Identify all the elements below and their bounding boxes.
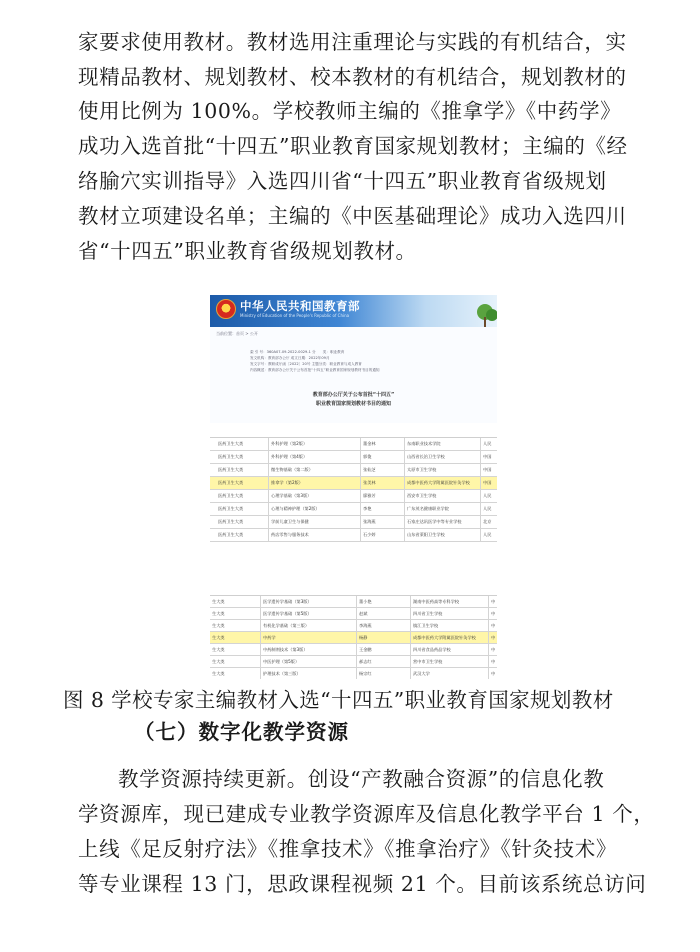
notice-title-line: 职业教育国家规划教材书目的通知 <box>315 401 391 407</box>
table-cell: 医药卫生大类 <box>218 532 244 537</box>
table-cell: 生大类 <box>212 647 225 652</box>
table-cell: 董小艳 <box>356 596 410 607</box>
table-cell: 武汉大学 <box>410 668 488 679</box>
table-cell: 外科护理（第4版） <box>268 451 360 463</box>
table-cell: 广东茂名健康职业学院 <box>404 503 480 515</box>
table-cell: 中 <box>488 656 497 667</box>
table-cell: 心理学基础（第3版） <box>268 490 360 502</box>
table-cell: 张美林 <box>360 477 404 489</box>
table-cell: 北京 <box>480 516 497 528</box>
table-row <box>210 503 497 516</box>
text-line: 现精品教材、规划教材、校本教材的有机结合，规划教材的 <box>78 65 627 89</box>
table-cell: 有机化学基础（第三版） <box>260 620 356 631</box>
breadcrumb: 当前位置：首页 > 公开 <box>216 331 258 336</box>
table-cell: 郭俊 <box>360 451 404 463</box>
table-cell: 中医护理（第5版） <box>260 656 356 667</box>
table-cell: 医药卫生大类 <box>218 441 244 446</box>
table-row <box>210 464 497 477</box>
table-cell: 山东省莱阳卫生学校 <box>404 529 480 541</box>
textbook-table-2 <box>210 595 497 679</box>
table-cell: 张仙芝 <box>360 464 404 476</box>
table-cell: 医药卫生大类 <box>218 454 244 459</box>
notice-title-line: 教育部办公厅关于公布首批“十四五” <box>312 392 395 398</box>
table-cell: 医药卫生大类 <box>218 506 244 511</box>
table-cell: 石少婷 <box>360 529 404 541</box>
table-cell: 东南职业技术学院 <box>404 438 480 450</box>
meta-row: 索 引 号：360A07-09-2022-0029-1 分 类：职业教育 <box>250 350 345 354</box>
table-row <box>210 608 497 620</box>
table-cell: 镇江卫生学校 <box>410 620 488 631</box>
table-cell: 湖南中医药高等专科学校 <box>410 596 488 607</box>
table-cell: 中国 <box>480 451 497 463</box>
table-cell: 中 <box>488 644 497 655</box>
table-cell: 营中市卫生学校 <box>410 656 488 667</box>
table-cell: 成都中医药大学附属医院针灸学校 <box>404 477 480 489</box>
table-row <box>210 438 497 451</box>
table-cell: 中 <box>488 620 497 631</box>
table-row <box>210 477 497 490</box>
text-line: 家要求使用教材。教材选用注重理论与实践的有机结合，实 <box>78 30 627 54</box>
table-cell: 学前儿童卫生与保健 <box>268 516 360 528</box>
text-line: 使用比例为 100%。学校教师主编的《推拿学》《中药学》 <box>78 99 622 123</box>
table-cell: 赵斌 <box>356 608 410 619</box>
table-cell: 成都中医药大学附属医院针灸学校 <box>410 632 488 643</box>
table-cell: 太原市卫生学校 <box>404 464 480 476</box>
table-cell: 推拿学（第2版） <box>268 477 360 489</box>
table-cell: 中 <box>488 632 497 643</box>
table-cell: 生大类 <box>212 623 225 628</box>
table-cell: 王金鹏 <box>356 644 410 655</box>
table-cell: 医学遗传学基础（第3版） <box>260 596 356 607</box>
table-cell: 李艳 <box>360 503 404 515</box>
table-cell: 中 <box>488 668 497 679</box>
table-cell: 郝志红 <box>356 656 410 667</box>
table-cell: 生大类 <box>212 599 225 604</box>
table-cell: 生大类 <box>212 659 225 664</box>
table-cell: 心理与精神护理（第2版） <box>268 503 360 515</box>
table-cell: 杨静 <box>356 632 410 643</box>
notice-title <box>210 391 497 409</box>
table-row <box>210 516 497 529</box>
table-cell: 医药卫生大类 <box>218 519 244 524</box>
table-cell: 外科护理（第2版） <box>268 438 360 450</box>
document-meta <box>250 349 460 373</box>
table-cell: 董金林 <box>360 438 404 450</box>
table-cell: 四川省卫生学校 <box>410 608 488 619</box>
figure-textbook-screenshots <box>210 295 497 679</box>
meta-row: 内容概述：教育部办公厅关于公布首批“十四五”职业教育国家规划教材书目的通知 <box>250 368 380 372</box>
text-line: 上线《足反射疗法》《推拿技术》《推拿治疗》《针灸技术》 <box>78 837 617 861</box>
table-cell: 医药卫生大类 <box>218 480 244 485</box>
table-cell: 中药学 <box>260 632 356 643</box>
table-cell: 廖雅芳 <box>360 490 404 502</box>
table-row <box>210 656 497 668</box>
table-cell: 石家庄达讯医学中等专业学校 <box>404 516 480 528</box>
table-cell: 人民 <box>480 529 497 541</box>
tree-decoration-icon <box>467 303 497 327</box>
table-cell: 西安市卫生学校 <box>404 490 480 502</box>
table-cell: 医学遗传学基础（第5版） <box>260 608 356 619</box>
table-row <box>210 668 497 679</box>
table-cell: 护理技术（第三版） <box>260 668 356 679</box>
table-cell: 中国 <box>480 477 497 489</box>
national-emblem-icon <box>216 299 236 319</box>
table-cell: 生大类 <box>212 635 225 640</box>
table-cell: 药店零售与服务技术 <box>268 529 360 541</box>
table-cell: 生大类 <box>212 611 225 616</box>
table-row <box>210 596 497 608</box>
figure-caption: 图 8 学校专家主编教材入选“十四五”职业教育国家规划教材 <box>63 688 614 712</box>
text-line: 省“十四五”职业教育省级规划教材。 <box>78 239 417 263</box>
table-cell: 人民 <box>480 503 497 515</box>
text-line: 学资源库，现已建成专业教学资源库及信息化教学平台 1 个， <box>78 802 655 826</box>
table-cell: 四川省食品药品学校 <box>410 644 488 655</box>
table-cell: 微生物基础（第二版） <box>268 464 360 476</box>
table-cell: 人民 <box>480 438 497 450</box>
table-cell: 医药卫生大类 <box>218 467 244 472</box>
ministry-webpage-screenshot <box>210 295 497 423</box>
table-cell: 中 <box>488 596 497 607</box>
table-cell: 医药卫生大类 <box>218 493 244 498</box>
table-cell: 杨宗红 <box>356 668 410 679</box>
table-cell: 张海燕 <box>360 516 404 528</box>
text-line: 等专业课程 13 门，思政课程视频 21 个。目前该系统总访问 <box>78 872 647 896</box>
text-line: 教材立项建设名单；主编的《中医基础理论》成功入选四川 <box>78 204 627 228</box>
table-row <box>210 451 497 464</box>
textbook-table-1 <box>210 437 497 543</box>
site-title-en: Ministry of Education of the People's Republic of China <box>240 313 350 318</box>
table-cell: 中药制剂技术（第3版） <box>260 644 356 655</box>
table-row <box>210 490 497 503</box>
table-cell: 山西省长治卫生学校 <box>404 451 480 463</box>
site-title: 中华人民共和国教育部 <box>240 299 360 313</box>
section-heading: （七）数字化教学资源 <box>134 720 349 744</box>
table-row <box>210 644 497 656</box>
table-row <box>210 620 497 632</box>
text-line: 络腧穴实训指导》入选四川省“十四五”职业教育省级规划 <box>78 169 607 193</box>
table-row <box>210 632 497 644</box>
ministry-banner <box>210 295 497 327</box>
meta-row: 发文字号：教职成厅函〔2022〕20号 主题分类：职业教育与成人教育 <box>250 362 362 366</box>
table-cell: 生大类 <box>212 671 225 676</box>
text-line: 成功入选首批“十四五”职业教育国家规划教材；主编的《经 <box>78 134 628 158</box>
table-cell: 中 <box>488 608 497 619</box>
table-row <box>210 529 497 542</box>
table-cell: 中国 <box>480 464 497 476</box>
table-cell: 人民 <box>480 490 497 502</box>
meta-row: 发文机构：教育部办公厅 成文日期：2022年09月 <box>250 356 330 360</box>
text-line: 教学资源持续更新。创设“产教融合资源”的信息化教 <box>118 767 605 791</box>
table-cell: 李海燕 <box>356 620 410 631</box>
